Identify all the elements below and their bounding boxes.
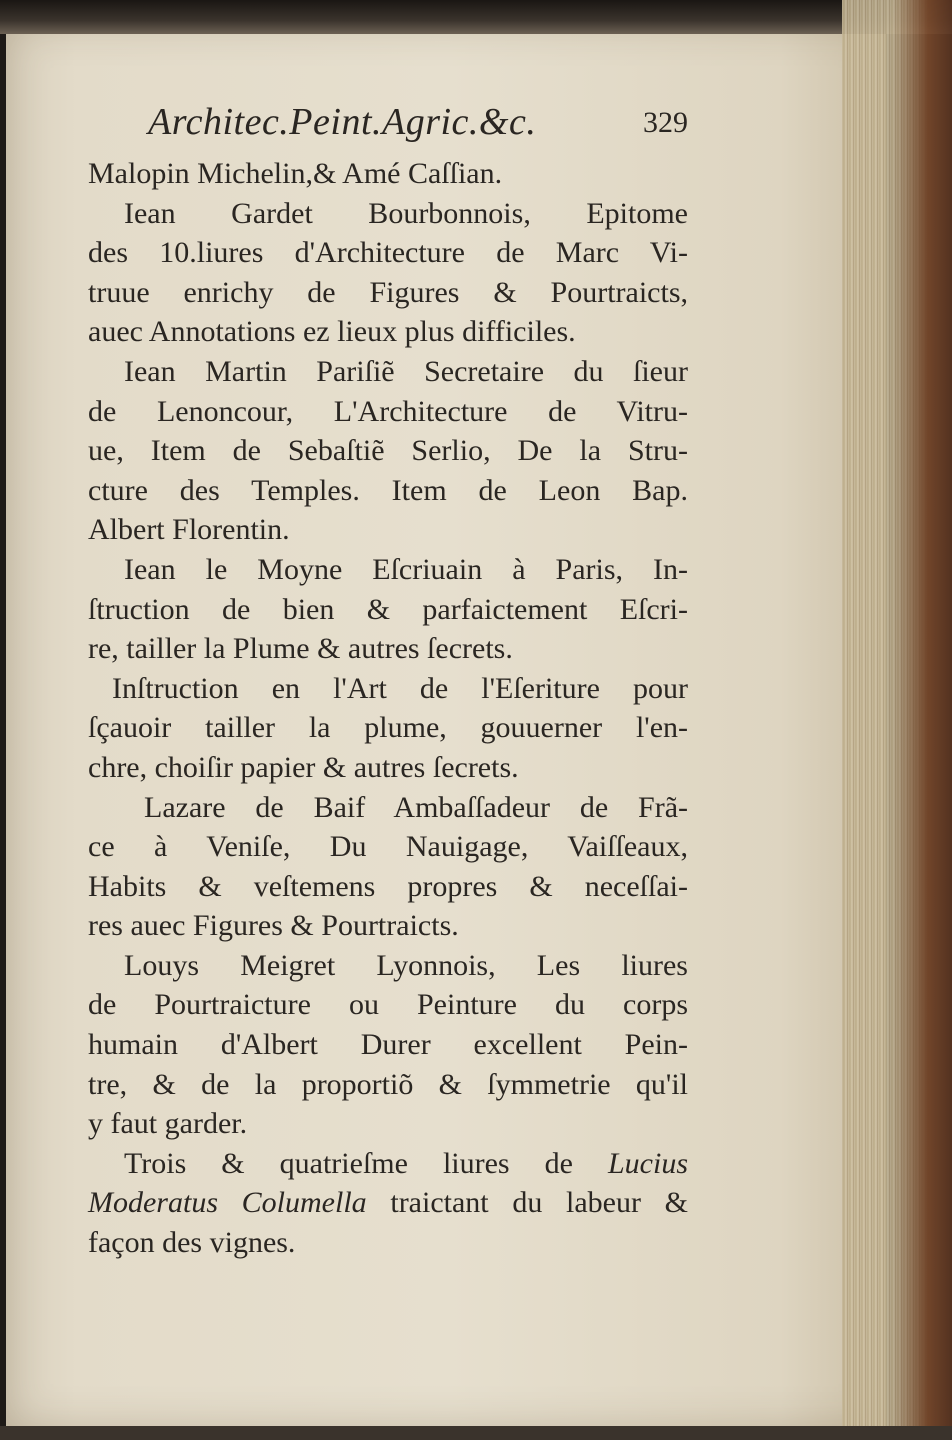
text-line: tre, & de la proportiõ & ſymmetrie qu'il <box>88 1067 688 1101</box>
text-line: Iean Gardet Bourbonnois, Epitome <box>124 196 688 230</box>
text-line: Louys Meigret Lyonnois, Les liures <box>124 948 688 982</box>
text-block <box>88 100 688 1263</box>
text-line: truue enrichy de Figures & Pourtraicts, <box>88 275 688 309</box>
text-line-roman: Trois & quatrieſme liures de <box>124 1146 573 1180</box>
text-line: res auec Figures & Pourtraicts. <box>88 909 459 943</box>
text-line: Habits & veſtemens propres & neceſſai- <box>88 869 688 903</box>
text-line: Albert Florentin. <box>88 513 290 547</box>
text-line: ue, Item de Sebaſtiẽ Serlio, De la Stru- <box>88 434 688 468</box>
text-line-roman: traictant du labeur & <box>366 1186 688 1220</box>
italic-name: Moderatus Columella <box>88 1186 367 1220</box>
text-line: ce à Veniſe, Du Nauigage, Vaiſſeaux, <box>88 830 688 864</box>
text-line: auec Annotations ez lieux plus difficiles. <box>88 315 576 349</box>
text-line: cture des Temples. Item de Leon Bap. <box>88 473 688 507</box>
text-line <box>88 1144 688 1184</box>
text-line: façon des vignes. <box>88 1226 296 1260</box>
text-line: ſçauoir tailler la plume, gouuerner l'en- <box>88 711 688 745</box>
text-line: de Lenoncour, L'Architecture de Vitru- <box>88 394 688 428</box>
text-line: Inſtruction en l'Art de l'Eſeriture pour <box>112 671 688 705</box>
page-number: 329 <box>643 106 688 139</box>
text-line: Lazare de Baif Ambaſſadeur de Frã- <box>144 790 688 824</box>
text-line: ſtruction de bien & parfaictement Eſcri- <box>88 592 688 626</box>
italic-name: Lucius <box>607 1146 688 1180</box>
book-fore-edge <box>842 0 952 1440</box>
page-header <box>88 100 688 154</box>
text-line: re, tailler la Plume & autres ſecrets. <box>88 632 513 666</box>
page-bottom-edge <box>0 1426 952 1440</box>
text-line: de Pourtraicture ou Peinture du corps <box>88 988 688 1022</box>
page-top-edge <box>0 0 952 34</box>
text-line: Malopin Michelin,& Amé Caſſian. <box>88 157 503 190</box>
text-line: des 10.liures d'Architecture de Marc Vi- <box>88 236 688 270</box>
text-line <box>88 1183 688 1223</box>
text-line: Iean Martin Pariſiẽ Secretaire du ſieur <box>124 354 688 388</box>
text-line: humain d'Albert Durer excellent Pein- <box>88 1028 688 1062</box>
text-line: Iean le Moyne Eſcriuain à Paris, In- <box>124 552 688 586</box>
running-head: Architec.Peint.Agric.&c. <box>148 101 537 143</box>
text-line: y faut garder. <box>88 1107 248 1141</box>
text-line: chre, choiſir papier & autres ſecrets. <box>88 750 519 784</box>
